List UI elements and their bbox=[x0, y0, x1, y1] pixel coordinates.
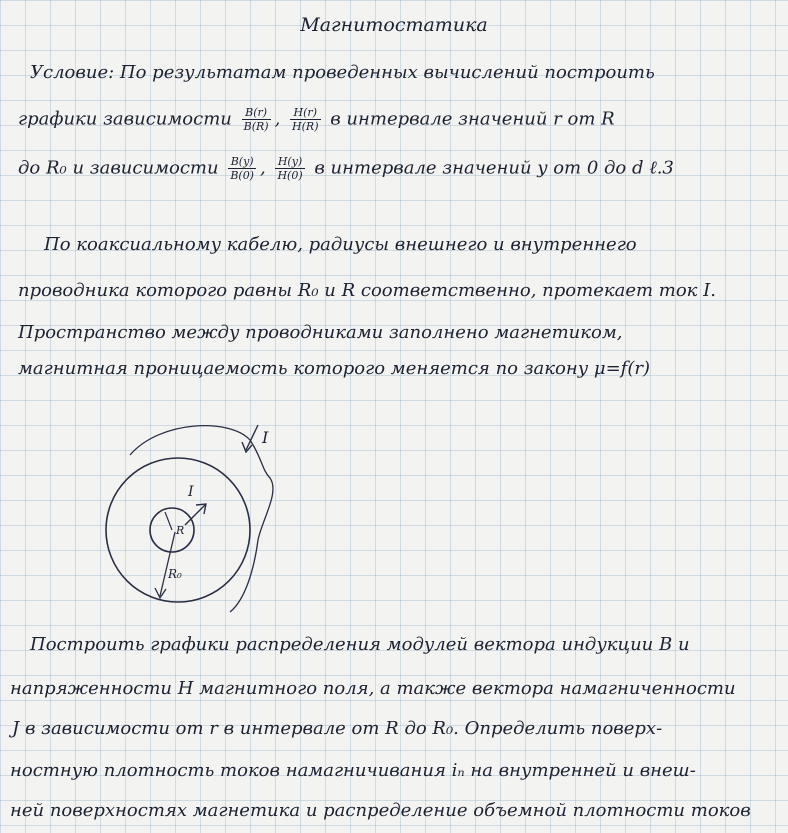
paragraph1-line-1: По коаксиальному кабелю, радиусы внешнего и внутреннего bbox=[44, 234, 637, 255]
current-label-inner: I bbox=[188, 484, 194, 500]
paragraph2-line-1: Построить графики распределения модулей вектора индукции B и bbox=[30, 634, 690, 655]
fraction-by-numerator: B(y) bbox=[228, 155, 256, 169]
paragraph2-line-2: напряженности H магнитного поля, а также вектора намагниченности bbox=[10, 678, 736, 699]
cable-cross-section-blob bbox=[130, 426, 273, 612]
fraction-h-denominator: H(R) bbox=[292, 120, 319, 133]
outer-radius-label: R₀ bbox=[168, 567, 182, 581]
condition-line-2: графики зависимости $\frac{B(r)}{B(R)}$ , $\frac{H(r)}{H(R)}$ в интервале значений r от R bbox=[18, 106, 615, 133]
inner-radius-line bbox=[165, 512, 172, 530]
fraction-hy-numerator: H(y) bbox=[275, 155, 304, 169]
fraction-h-numerator: H(r) bbox=[290, 106, 320, 120]
fraction-b-numerator: B(r) bbox=[242, 106, 271, 120]
condition-text-2-prefix: графики зависимости bbox=[18, 108, 232, 130]
paragraph2-line-5: ней поверхностях магнетика и распределение объемной плотности токов bbox=[10, 800, 751, 821]
fraction-by-denominator: B(0) bbox=[230, 169, 254, 182]
paragraph2-line-3: J в зависимости от r в интервале от R до R₀. Определить поверх- bbox=[12, 718, 663, 739]
condition-label: Условие: bbox=[30, 62, 115, 83]
paragraph1-line-3: Пространство между проводниками заполнено магнетиком, bbox=[18, 322, 623, 343]
condition-line-3: до R₀ и зависимости $\frac{B(y)}{B(0)}$ , $\frac{H(y)}{H(0)}$ в интервале значений y от 0 до d ℓ.3 bbox=[18, 155, 674, 182]
paragraph1-line-4: магнитная проницаемость которого меняется по закону μ=f(r) bbox=[18, 358, 650, 379]
outer-radius-line bbox=[160, 532, 175, 596]
condition-text-3-suffix: в интервале значений y от 0 до d ℓ.3 bbox=[314, 157, 674, 179]
paragraph1-line-2: проводника которого равны R₀ и R соответственно, протекает ток I. bbox=[18, 280, 716, 301]
condition-text-2-suffix: в интервале значений r от R bbox=[330, 108, 615, 130]
condition-text-1: По результатам проведенных вычислений построить bbox=[119, 62, 655, 83]
fraction-b-denominator: B(R) bbox=[243, 120, 269, 133]
fraction-hy-denominator: H(0) bbox=[277, 169, 303, 182]
current-label-outer: I bbox=[262, 428, 269, 447]
inner-radius-label: R bbox=[176, 524, 185, 537]
paragraph2-line-4: ностную плотность токов намагничивания iₙ на внутренней и внеш- bbox=[10, 760, 696, 781]
condition-text-3-prefix: до R₀ и зависимости bbox=[18, 157, 219, 179]
page-title: Магнитостатика bbox=[300, 14, 488, 36]
